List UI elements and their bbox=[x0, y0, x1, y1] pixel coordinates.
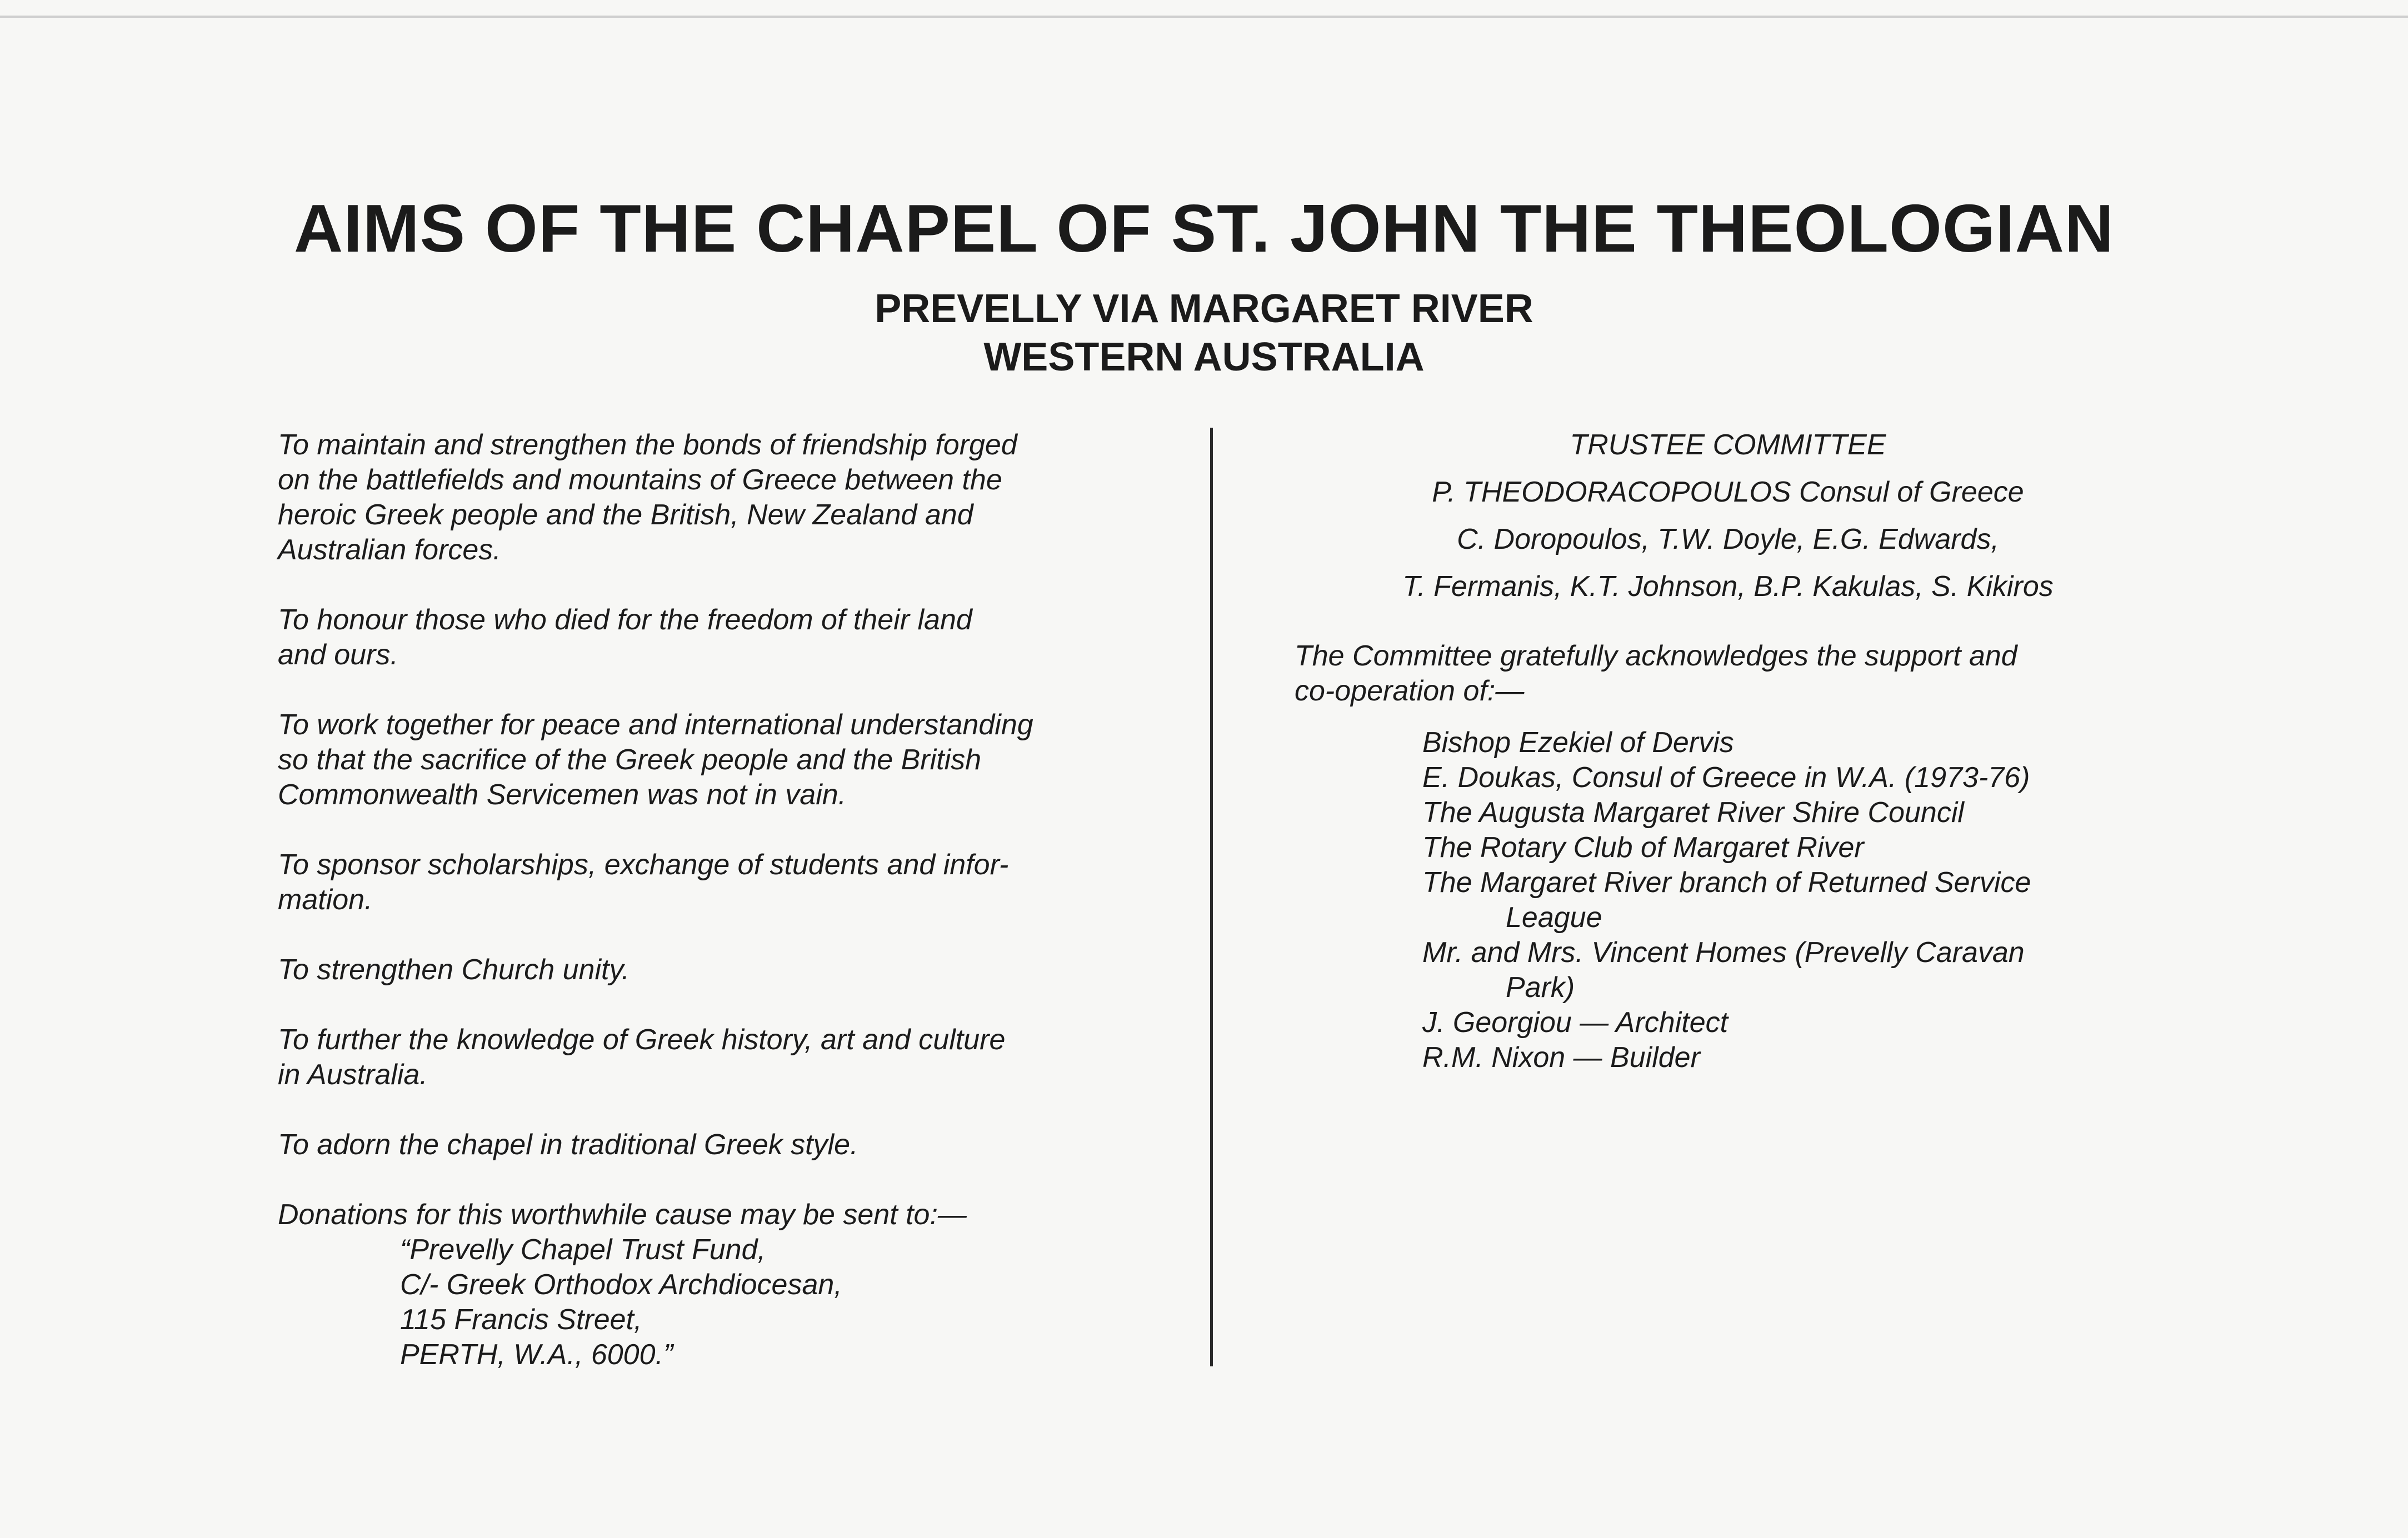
text-line: To work together for peace and international understanding bbox=[278, 709, 1033, 741]
donations-block bbox=[278, 1198, 1145, 1372]
text-line: The Committee gratefully acknowledges the support and bbox=[1295, 640, 2017, 672]
supporter-name-continued: Park) bbox=[1506, 971, 1575, 1004]
subtitle-state: WESTERN AUSTRALIA bbox=[983, 335, 1425, 379]
trustee-heading: TRUSTEE COMMITTEE bbox=[1570, 429, 1886, 461]
text-line: and ours. bbox=[278, 639, 398, 671]
page-title: AIMS OF THE CHAPEL OF ST. JOHN THE THEOLOGIAN bbox=[294, 191, 2114, 266]
supporter-item bbox=[1422, 935, 2161, 1005]
supporter-name: E. Doukas, Consul of Greece in W.A. (1973-76) bbox=[1422, 762, 2030, 794]
supporter-item bbox=[1422, 1005, 2161, 1040]
text-line: co-operation of:— bbox=[1295, 675, 1525, 707]
text-line: so that the sacrifice of the Greek people and the British bbox=[278, 744, 982, 776]
text-line: heroic Greek people and the British, New Zealand and bbox=[278, 499, 973, 531]
donation-address bbox=[400, 1233, 1145, 1372]
text-line: To strengthen Church unity. bbox=[278, 954, 630, 986]
supporter-name: The Margaret River branch of Returned Service bbox=[1422, 866, 2031, 899]
trustee-line: C. Doropoulos, T.W. Doyle, E.G. Edwards, bbox=[1457, 523, 1999, 555]
supporter-item bbox=[1422, 760, 2161, 795]
text-line: To honour those who died for the freedom of their land bbox=[278, 604, 972, 636]
supporter-name: The Rotary Club of Margaret River bbox=[1422, 831, 1864, 864]
aim-paragraph bbox=[278, 603, 1145, 673]
aims-column bbox=[278, 428, 1145, 1372]
supporter-name: J. Georgiou — Architect bbox=[1422, 1006, 1728, 1039]
trustee-line: P. THEODORACOPOULOS Consul of Greece bbox=[1432, 476, 2024, 508]
page-top-edge bbox=[0, 16, 2408, 18]
aim-paragraph bbox=[278, 708, 1145, 813]
text-line: mation. bbox=[278, 884, 373, 916]
supporters-list bbox=[1422, 725, 2161, 1075]
column-divider bbox=[1210, 428, 1213, 1366]
aim-paragraph bbox=[278, 848, 1145, 918]
text-line: Australian forces. bbox=[278, 534, 501, 566]
address-line: PERTH, W.A., 6000.” bbox=[400, 1339, 673, 1371]
aim-paragraph bbox=[278, 1128, 1145, 1163]
aim-paragraph bbox=[278, 428, 1145, 568]
supporter-name: Bishop Ezekiel of Dervis bbox=[1422, 727, 1734, 759]
supporter-item bbox=[1422, 1040, 2161, 1075]
supporter-item bbox=[1422, 725, 2161, 760]
subtitle-location: PREVELLY VIA MARGARET RIVER bbox=[875, 287, 1533, 331]
text-line: Commonwealth Servicemen was not in vain. bbox=[278, 779, 847, 811]
text-line: on the battlefields and mountains of Greece between the bbox=[278, 464, 1002, 496]
trustee-column bbox=[1295, 428, 2161, 1075]
address-line: C/- Greek Orthodox Archdiocesan, bbox=[400, 1269, 842, 1301]
text-line: To sponsor scholarships, exchange of students and infor- bbox=[278, 849, 1009, 881]
supporter-name: The Augusta Margaret River Shire Council bbox=[1422, 796, 1964, 829]
supporter-name: R.M. Nixon — Builder bbox=[1422, 1041, 1700, 1074]
supporter-item bbox=[1422, 830, 2161, 865]
address-line: 115 Francis Street, bbox=[400, 1304, 642, 1336]
text-line: To maintain and strengthen the bonds of friendship forged bbox=[278, 429, 1017, 461]
supporter-item bbox=[1422, 795, 2161, 830]
text-line: in Australia. bbox=[278, 1059, 428, 1091]
supporter-name-continued: League bbox=[1506, 901, 1602, 934]
address-line: “Prevelly Chapel Trust Fund, bbox=[400, 1234, 766, 1266]
aim-paragraph bbox=[278, 1023, 1145, 1093]
text-line: To further the knowledge of Greek history, art and culture bbox=[278, 1024, 1006, 1056]
donations-intro: Donations for this worthwhile cause may be sent to:— bbox=[278, 1199, 967, 1231]
supporter-item bbox=[1422, 865, 2161, 935]
aim-paragraph bbox=[278, 953, 1145, 988]
supporter-name: Mr. and Mrs. Vincent Homes (Prevelly Caravan bbox=[1422, 936, 2025, 969]
text-line: To adorn the chapel in traditional Greek style. bbox=[278, 1129, 858, 1161]
acknowledgement bbox=[1295, 639, 2161, 709]
trustee-line: T. Fermanis, K.T. Johnson, B.P. Kakulas, S. Kikiros bbox=[1402, 570, 2054, 603]
